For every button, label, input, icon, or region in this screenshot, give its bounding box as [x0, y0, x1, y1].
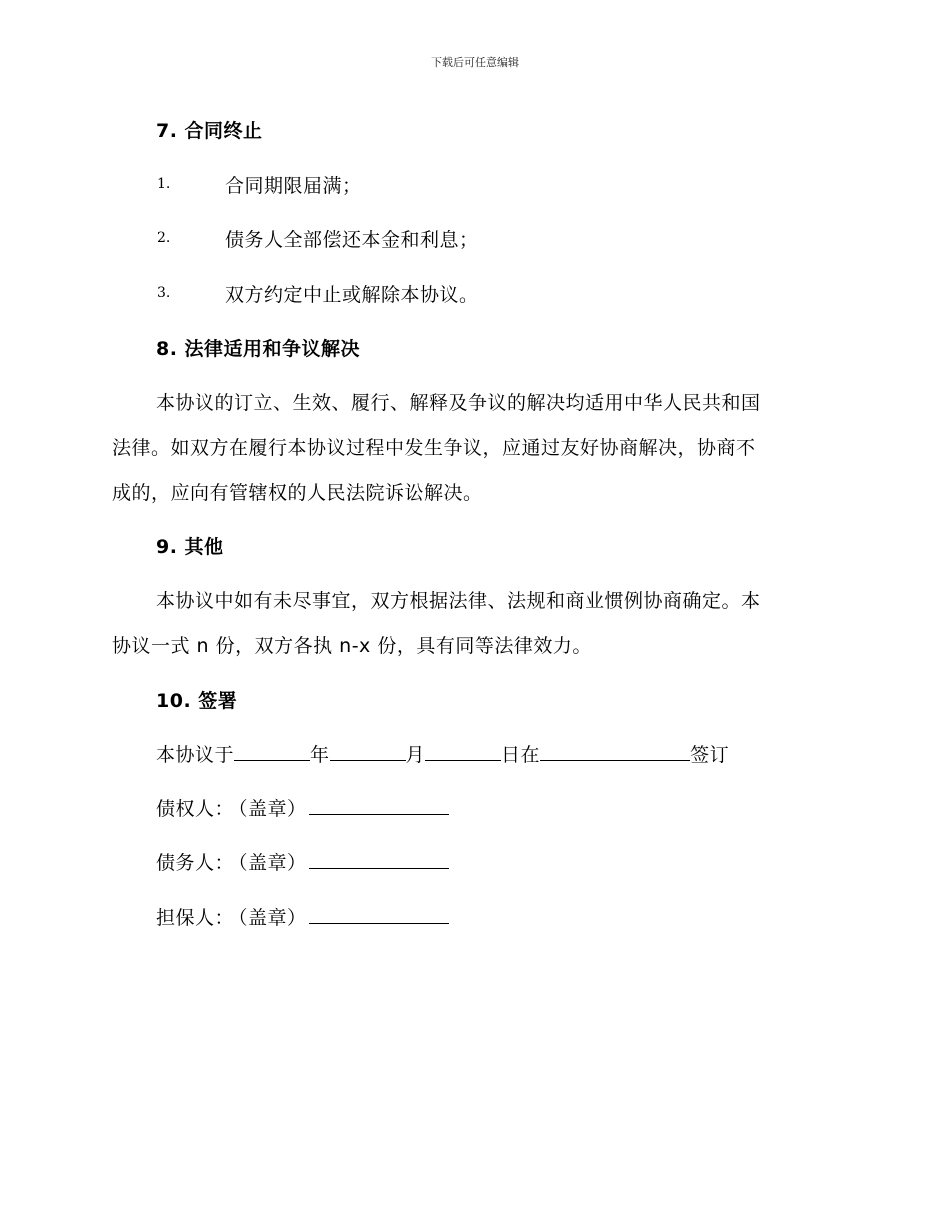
paragraph-line: 成的，应向有管辖权的人民法院诉讼解决。	[112, 482, 483, 504]
section-9-heading: 9. 其他	[156, 536, 224, 558]
list-item-text: 债务人全部偿还本金和利息；	[225, 229, 479, 251]
creditor-signature-line	[156, 794, 449, 821]
list-item-number: 3.	[157, 285, 171, 301]
paragraph-line: 本协议中如有未尽事宜，双方根据法律、法规和商业惯例协商确定。本	[156, 590, 761, 612]
date-suffix: 签订	[690, 744, 730, 766]
date-prefix: 本协议于	[156, 744, 235, 766]
list-item-number: 2.	[157, 230, 171, 246]
year-blank[interactable]	[234, 742, 310, 761]
day-label: 日在	[501, 744, 541, 766]
list-item-text: 双方约定中止或解除本协议。	[225, 284, 479, 306]
signatory-role: 债权人：	[156, 798, 235, 820]
signature-blank[interactable]	[309, 850, 449, 869]
list-item-number: 1.	[157, 176, 171, 192]
seal-label: （盖章）	[238, 852, 307, 874]
section-10-heading: 10. 签署	[156, 690, 238, 712]
month-label: 月	[405, 744, 426, 766]
debtor-signature-line	[156, 848, 449, 875]
day-blank[interactable]	[425, 742, 501, 761]
signatory-role: 债务人：	[156, 852, 235, 874]
signing-date-line	[156, 740, 729, 767]
section-8-heading: 8. 法律适用和争议解决	[156, 338, 361, 360]
paragraph-line: 协议一式 n 份，双方各执 n-x 份，具有同等法律效力。	[112, 635, 592, 657]
year-label: 年	[310, 744, 330, 766]
seal-label: （盖章）	[238, 798, 307, 820]
month-blank[interactable]	[330, 742, 406, 761]
seal-label: （盖章）	[238, 907, 307, 929]
place-blank[interactable]	[540, 742, 690, 761]
guarantor-signature-line	[156, 903, 449, 930]
paragraph-line: 本协议的订立、生效、履行、解释及争议的解决均适用中华人民共和国	[156, 392, 761, 414]
signature-blank[interactable]	[309, 905, 449, 924]
list-item-text: 合同期限届满；	[225, 175, 362, 197]
signature-blank[interactable]	[309, 796, 449, 815]
signatory-role: 担保人：	[156, 907, 235, 929]
paragraph-line: 法律。如双方在履行本协议过程中发生争议，应通过友好协商解决，协商不	[112, 437, 756, 459]
page-header: 下载后可任意编辑	[431, 56, 519, 69]
section-7-heading: 7. 合同终止	[156, 120, 263, 142]
